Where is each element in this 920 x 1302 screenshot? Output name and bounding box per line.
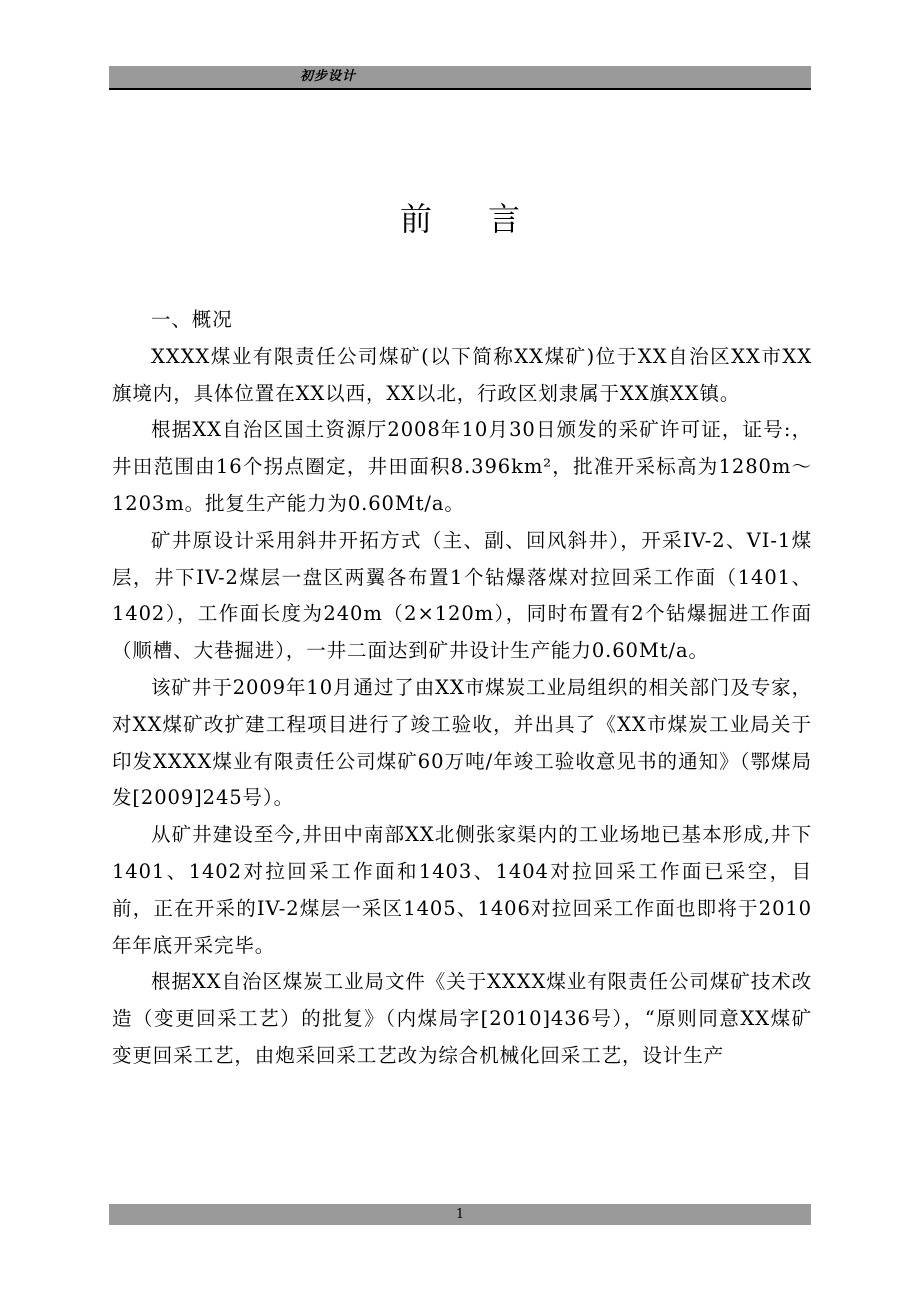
document-body — [112, 302, 812, 1075]
paragraph-1: XXXX煤业有限责任公司煤矿(以下简称XX煤矿)位于XX自治区XX市XX旗境内，具体位置在XX以西，XX以北，行政区划隶属于XX旗XX镇。 — [112, 344, 812, 405]
page-number: 1 — [455, 1207, 465, 1222]
page-title: 前言 — [399, 200, 576, 238]
paragraph-2: 根据XX自治区国土资源厅2008年10月30日颁发的采矿许可证，证号:，井田范围由16个拐点圈定，井田面积8.396km²，批准开采标高为1280m～1203m。批复生产能力为0.60Mt/a。 — [112, 418, 812, 515]
paragraph-6: 根据XX自治区煤炭工业局文件《关于XXXX煤业有限责任公司煤矿技术改造（变更回采工艺）的批复》（内煤局字[2010]436号），“原则同意XX煤矿变更回采工艺，由炮采回采工艺改为综合机械化回采工艺，设计生产 — [112, 970, 812, 1067]
header-rule — [109, 88, 811, 90]
paragraph-4: 该矿井于2009年10月通过了由XX市煤炭工业局组织的相关部门及专家，对XX煤矿改扩建工程项目进行了竣工验收，并出具了《XX市煤炭工业局关于印发XXXX煤业有限责任公司煤矿60万吨/年竣工验收意见书的通知》（鄂煤局发[2009]245号）。 — [112, 675, 812, 810]
paragraph-5: 从矿井建设至今,井田中南部XX北侧张家渠内的工业场地已基本形成,井下1401、1402对拉回采工作面和1403、1404对拉回采工作面已采空，目前，正在开采的IV-2煤层一采区1405、1406对拉回采工作面也即将于2010年年底开采完毕。 — [112, 823, 812, 957]
paragraph-3: 矿井原设计采用斜井开拓方式（主、副、回风斜井），开采IV-2、VI-1煤层，井下IV-2煤层一盘区两翼各布置1个钻爆落煤对拉回采工作面（1401、1402），工作面长度为240m（2×120m），同时布置有2个钻爆掘进工作面（顺槽、大巷掘进），一井二面达到矿井设计生产能力0.60Mt/a。 — [112, 528, 812, 663]
header-label: 初步设计 — [300, 69, 357, 84]
header-bar — [109, 66, 811, 88]
section-heading: 一、概况 — [151, 308, 233, 331]
